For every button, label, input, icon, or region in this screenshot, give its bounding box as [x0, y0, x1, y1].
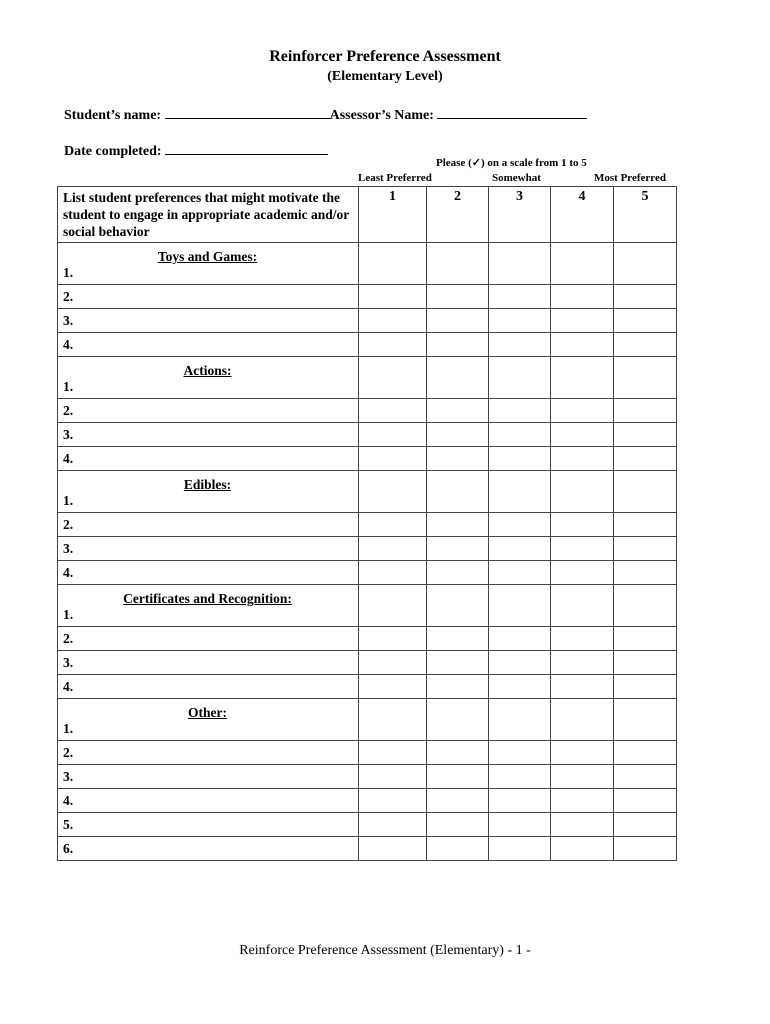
- rating-cell-2[interactable]: [427, 471, 489, 513]
- rating-cell-5[interactable]: [614, 699, 677, 741]
- rating-cell-3[interactable]: [489, 741, 551, 765]
- rating-cell-4[interactable]: [551, 357, 614, 399]
- rating-cell-2[interactable]: [427, 243, 489, 285]
- rating-cell-2[interactable]: [427, 651, 489, 675]
- rating-cell-3[interactable]: [489, 699, 551, 741]
- scale-number-5: 5: [614, 187, 677, 243]
- table-row: [58, 285, 677, 309]
- item-number: 3.: [63, 312, 74, 328]
- rating-cell-2[interactable]: [427, 741, 489, 765]
- rating-cell-1[interactable]: [359, 837, 427, 861]
- item-label-cell: [58, 627, 359, 651]
- table-row: [58, 765, 677, 789]
- rating-cell-2[interactable]: [427, 399, 489, 423]
- item-label-cell: [58, 651, 359, 675]
- rating-cell-1[interactable]: [359, 585, 427, 627]
- section-title: Edibles:: [183, 477, 232, 492]
- item-label-cell: [58, 561, 359, 585]
- rating-cell-1[interactable]: [359, 789, 427, 813]
- table-row: [58, 447, 677, 471]
- rating-cell-2[interactable]: [427, 561, 489, 585]
- item-number: 4.: [63, 792, 74, 808]
- rating-cell-1[interactable]: [359, 699, 427, 741]
- item-number: 2.: [63, 744, 74, 760]
- scale-label-most: Most Preferred: [594, 172, 666, 184]
- item-number: 3.: [63, 540, 74, 556]
- rating-cell-3[interactable]: [489, 837, 551, 861]
- rating-cell-3[interactable]: [489, 513, 551, 537]
- item-number: 3.: [63, 654, 74, 670]
- item-number: 2.: [63, 402, 74, 418]
- item-label-cell: [58, 309, 359, 333]
- section-label-cell: [58, 357, 359, 399]
- rating-cell-3[interactable]: [489, 537, 551, 561]
- scale-label-least: Least Preferred: [358, 172, 432, 184]
- table-row: [58, 741, 677, 765]
- section-title: Toys and Games:: [157, 249, 258, 264]
- rating-cell-1[interactable]: [359, 675, 427, 699]
- table-row: [58, 699, 677, 741]
- assessor-name-field[interactable]: [437, 104, 587, 119]
- rating-cell-1[interactable]: [359, 447, 427, 471]
- rating-cell-2[interactable]: [427, 513, 489, 537]
- item-label-cell: [58, 423, 359, 447]
- rating-cell-4[interactable]: [551, 243, 614, 285]
- scale-number-1: 1: [359, 187, 427, 243]
- item-label-cell: [58, 789, 359, 813]
- scale-instruction: Please (✓) on a scale from 1 to 5: [436, 157, 587, 169]
- rating-cell-2[interactable]: [427, 447, 489, 471]
- table-row: [58, 675, 677, 699]
- rating-cell-4[interactable]: [551, 789, 614, 813]
- rating-cell-1[interactable]: [359, 243, 427, 285]
- rating-cell-5[interactable]: [614, 309, 677, 333]
- rating-cell-4[interactable]: [551, 651, 614, 675]
- item-number: 4.: [63, 336, 74, 352]
- scale-number-2: 2: [427, 187, 489, 243]
- item-number: 2.: [63, 516, 74, 532]
- rating-cell-4[interactable]: [551, 585, 614, 627]
- item-number: 3.: [63, 426, 74, 442]
- table-row: [58, 789, 677, 813]
- date-completed-field[interactable]: [165, 140, 328, 155]
- rating-cell-4[interactable]: [551, 513, 614, 537]
- table-row: [58, 561, 677, 585]
- rating-cell-2[interactable]: [427, 627, 489, 651]
- rating-cell-3[interactable]: [489, 813, 551, 837]
- item-number: 4.: [63, 678, 74, 694]
- rating-cell-4[interactable]: [551, 561, 614, 585]
- scale-label-somewhat: Somewhat: [492, 172, 541, 184]
- rating-cell-5[interactable]: [614, 471, 677, 513]
- rating-cell-2[interactable]: [427, 813, 489, 837]
- rating-cell-3[interactable]: [489, 357, 551, 399]
- rating-cell-3[interactable]: [489, 471, 551, 513]
- name-fields-row: [64, 104, 587, 124]
- item-number: 1.: [63, 607, 74, 622]
- item-number: 1.: [63, 379, 74, 394]
- rating-cell-4[interactable]: [551, 813, 614, 837]
- rating-cell-1[interactable]: [359, 813, 427, 837]
- rating-cell-4[interactable]: [551, 699, 614, 741]
- rating-cell-2[interactable]: [427, 789, 489, 813]
- rating-cell-3[interactable]: [489, 651, 551, 675]
- rating-cell-5[interactable]: [614, 537, 677, 561]
- rating-cell-3[interactable]: [489, 243, 551, 285]
- rating-cell-3[interactable]: [489, 561, 551, 585]
- rating-cell-2[interactable]: [427, 765, 489, 789]
- section-label-cell: [58, 471, 359, 513]
- table-row: [58, 537, 677, 561]
- item-label-cell: [58, 837, 359, 861]
- rating-cell-4[interactable]: [551, 333, 614, 357]
- item-number: 5.: [63, 816, 74, 832]
- item-label-cell: [58, 285, 359, 309]
- rating-cell-1[interactable]: [359, 423, 427, 447]
- rating-cell-3[interactable]: [489, 285, 551, 309]
- rating-cell-4[interactable]: [551, 471, 614, 513]
- rating-cell-1[interactable]: [359, 357, 427, 399]
- page-footer: Reinforce Preference Assessment (Elementary) - 1 -: [239, 943, 531, 958]
- item-number: 2.: [63, 288, 74, 304]
- rating-cell-2[interactable]: [427, 423, 489, 447]
- date-field-row: [64, 140, 328, 160]
- preference-table: [57, 186, 677, 861]
- rating-cell-2[interactable]: [427, 537, 489, 561]
- rating-cell-4[interactable]: [551, 285, 614, 309]
- rating-cell-5[interactable]: [614, 813, 677, 837]
- student-name-label: Student’s name:: [64, 108, 162, 123]
- rating-cell-3[interactable]: [489, 585, 551, 627]
- rating-cell-2[interactable]: [427, 675, 489, 699]
- rating-cell-5[interactable]: [614, 561, 677, 585]
- table-row: [58, 651, 677, 675]
- section-label-cell: [58, 243, 359, 285]
- rating-cell-1[interactable]: [359, 741, 427, 765]
- item-label-cell: [58, 537, 359, 561]
- rating-cell-4[interactable]: [551, 537, 614, 561]
- rating-cell-5[interactable]: [614, 627, 677, 651]
- rating-cell-5[interactable]: [614, 423, 677, 447]
- rating-cell-3[interactable]: [489, 309, 551, 333]
- table-row: [58, 243, 677, 285]
- rating-cell-5[interactable]: [614, 765, 677, 789]
- rating-cell-4[interactable]: [551, 423, 614, 447]
- rating-cell-3[interactable]: [489, 789, 551, 813]
- section-title: Actions:: [183, 363, 232, 378]
- item-label-cell: [58, 513, 359, 537]
- date-completed-label: Date completed:: [64, 144, 162, 159]
- rating-cell-5[interactable]: [614, 333, 677, 357]
- rating-cell-3[interactable]: [489, 333, 551, 357]
- rating-cell-4[interactable]: [551, 399, 614, 423]
- rating-cell-1[interactable]: [359, 285, 427, 309]
- rating-cell-2[interactable]: [427, 585, 489, 627]
- table-header-row: [58, 187, 677, 243]
- item-label-cell: [58, 765, 359, 789]
- item-label-cell: [58, 675, 359, 699]
- rating-cell-4[interactable]: [551, 675, 614, 699]
- rating-cell-1[interactable]: [359, 399, 427, 423]
- rating-cell-5[interactable]: [614, 675, 677, 699]
- document-title: Reinforcer Preference Assessment: [269, 48, 501, 65]
- item-label-cell: [58, 813, 359, 837]
- table-row: [58, 333, 677, 357]
- item-number: 4.: [63, 564, 74, 580]
- table-row: [58, 813, 677, 837]
- rating-cell-3[interactable]: [489, 423, 551, 447]
- section-title: Certificates and Recognition:: [123, 591, 292, 606]
- rating-cell-2[interactable]: [427, 333, 489, 357]
- scale-number-4: 4: [551, 187, 614, 243]
- table-row: [58, 309, 677, 333]
- rating-cell-2[interactable]: [427, 357, 489, 399]
- rating-cell-2[interactable]: [427, 285, 489, 309]
- rating-cell-3[interactable]: [489, 627, 551, 651]
- section-title: Other:: [188, 705, 227, 720]
- item-label-cell: [58, 399, 359, 423]
- rating-cell-5[interactable]: [614, 357, 677, 399]
- rating-cell-1[interactable]: [359, 627, 427, 651]
- student-name-field[interactable]: [165, 104, 330, 119]
- rating-cell-5[interactable]: [614, 651, 677, 675]
- document-subtitle: (Elementary Level): [327, 69, 443, 84]
- rating-cell-1[interactable]: [359, 309, 427, 333]
- rating-cell-1[interactable]: [359, 513, 427, 537]
- item-number: 6.: [63, 840, 74, 856]
- item-number: 3.: [63, 768, 74, 784]
- table-row: [58, 585, 677, 627]
- item-label-cell: [58, 741, 359, 765]
- rating-cell-3[interactable]: [489, 399, 551, 423]
- rating-cell-5[interactable]: [614, 399, 677, 423]
- rating-cell-5[interactable]: [614, 837, 677, 861]
- rating-cell-4[interactable]: [551, 309, 614, 333]
- rating-cell-3[interactable]: [489, 447, 551, 471]
- rating-cell-5[interactable]: [614, 585, 677, 627]
- rating-cell-1[interactable]: [359, 333, 427, 357]
- table-row: [58, 513, 677, 537]
- rating-cell-1[interactable]: [359, 765, 427, 789]
- item-number: 1.: [63, 721, 74, 736]
- table-row: [58, 357, 677, 399]
- rating-cell-3[interactable]: [489, 765, 551, 789]
- item-number: 1.: [63, 265, 74, 280]
- table-row: [58, 399, 677, 423]
- item-number: 4.: [63, 450, 74, 466]
- rating-cell-1[interactable]: [359, 471, 427, 513]
- rating-cell-1[interactable]: [359, 651, 427, 675]
- rating-cell-1[interactable]: [359, 561, 427, 585]
- rating-cell-4[interactable]: [551, 741, 614, 765]
- rating-cell-5[interactable]: [614, 789, 677, 813]
- table-row: [58, 627, 677, 651]
- rating-cell-5[interactable]: [614, 243, 677, 285]
- table-row: [58, 471, 677, 513]
- rating-cell-5[interactable]: [614, 285, 677, 309]
- rating-cell-5[interactable]: [614, 447, 677, 471]
- item-label-cell: [58, 447, 359, 471]
- scale-number-3: 3: [489, 187, 551, 243]
- item-number: 2.: [63, 630, 74, 646]
- rating-cell-4[interactable]: [551, 765, 614, 789]
- rating-cell-4[interactable]: [551, 447, 614, 471]
- section-label-cell: [58, 585, 359, 627]
- rating-cell-3[interactable]: [489, 675, 551, 699]
- table-row: [58, 837, 677, 861]
- table-header-description: List student preferences that might motivate the student to engage in appropriate academic and/or social behavior: [58, 187, 359, 243]
- rating-cell-4[interactable]: [551, 837, 614, 861]
- section-label-cell: [58, 699, 359, 741]
- assessor-name-label: Assessor’s Name:: [329, 108, 434, 123]
- rating-cell-1[interactable]: [359, 537, 427, 561]
- item-label-cell: [58, 333, 359, 357]
- rating-cell-5[interactable]: [614, 513, 677, 537]
- rating-cell-2[interactable]: [427, 699, 489, 741]
- rating-cell-2[interactable]: [427, 837, 489, 861]
- rating-cell-5[interactable]: [614, 741, 677, 765]
- rating-cell-2[interactable]: [427, 309, 489, 333]
- rating-cell-4[interactable]: [551, 627, 614, 651]
- table-row: [58, 423, 677, 447]
- item-number: 1.: [63, 493, 74, 508]
